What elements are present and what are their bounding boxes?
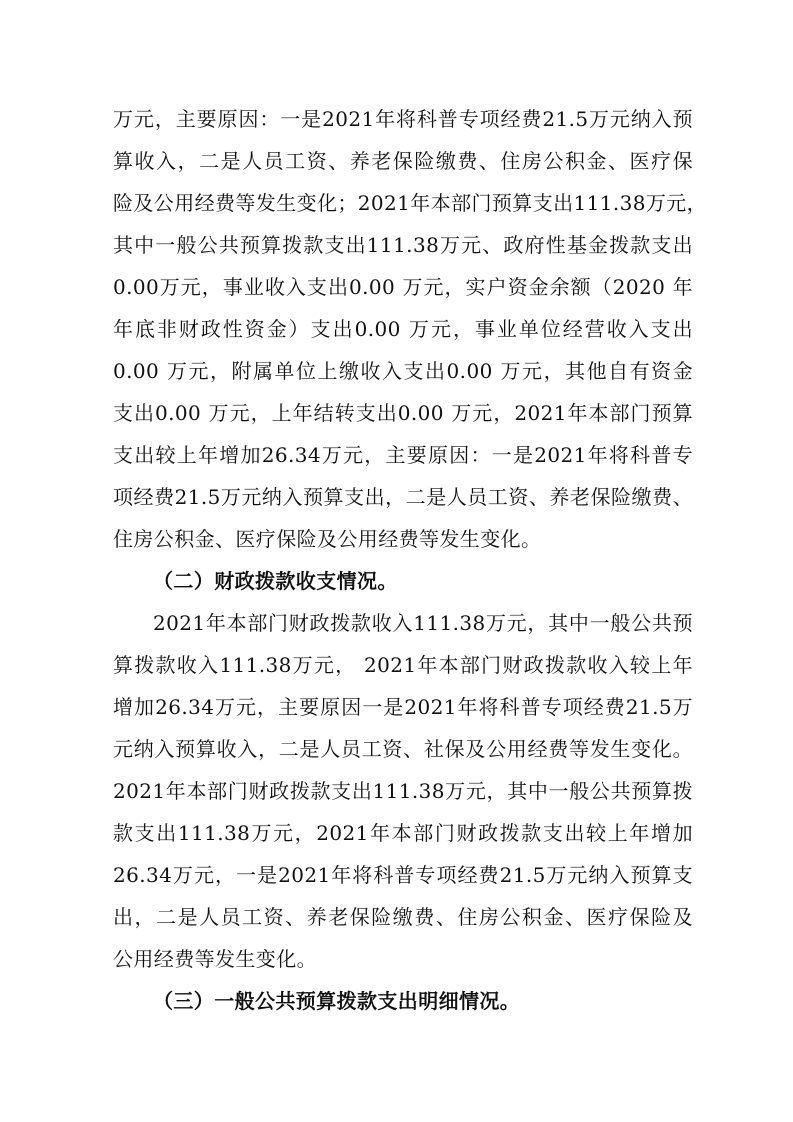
paragraph1-line-2: 算收入，二是人员工资、养老保险缴费、住房公积金、医疗保 [113, 149, 693, 173]
paragraph1-line-9: 支出较上年增加26.34万元，主要原因：一是2021年将科普专 [113, 443, 693, 467]
paragraph2-line-8: 出，二是人员工资、养老保险缴费、住房公积金、医疗保险及 [113, 905, 693, 929]
paragraph2-line-5: 2021年本部门财政拨款支出111.38万元，其中一般公共预算拨 [113, 779, 693, 803]
paragraph2-line-4: 元纳入预算收入，二是人员工资、社保及公用经费等发生变化。 [113, 737, 693, 761]
paragraph1-line-10: 项经费21.5万元纳入预算支出，二是人员工资、养老保险缴费、 [113, 485, 693, 509]
paragraph1-line-8: 支出0.00 万元，上年结转支出0.00 万元，2021年本部门预算 [113, 401, 693, 425]
paragraph2-line-7: 26.34万元，一是2021年将科普专项经费21.5万元纳入预算支 [113, 863, 693, 887]
paragraph1-line-4: 其中一般公共预算拨款支出111.38万元、政府性基金拨款支出 [113, 233, 693, 257]
paragraph1-line-6: 年底非财政性资金）支出0.00 万元，事业单位经营收入支出 [113, 317, 693, 341]
paragraph1-line-3: 险及公用经费等发生变化；2021年本部门预算支出111.38万元， [113, 191, 708, 215]
paragraph2-line-9: 公用经费等发生变化。 [113, 947, 317, 971]
paragraph1-line-11: 住房公积金、医疗保险及公用经费等发生变化。 [113, 527, 542, 551]
section-heading-3: （三）一般公共预算拨款支出明细情况。 [153, 989, 521, 1013]
paragraph2-line-2: 算拨款收入111.38万元， 2021年本部门财政拨款收入较上年 [113, 653, 693, 677]
paragraph1-line-7: 0.00 万元，附属单位上缴收入支出0.00 万元，其他自有资金 [113, 359, 693, 383]
section-heading-2: （二）财政拨款收支情况。 [153, 569, 398, 593]
paragraph2-line-3: 增加26.34万元，主要原因一是2021年将科普专项经费21.5万 [113, 695, 693, 719]
paragraph2-line-1: 2021年本部门财政拨款收入111.38万元，其中一般公共预 [153, 611, 693, 635]
paragraph1-line-5: 0.00万元，事业收入支出0.00 万元，实户资金余额（2020 年 [113, 275, 693, 299]
paragraph2-line-6: 款支出111.38万元，2021年本部门财政拨款支出较上年增加 [113, 821, 693, 845]
paragraph1-line-1: 万元，主要原因：一是2021年将科普专项经费21.5万元纳入预 [113, 107, 693, 131]
